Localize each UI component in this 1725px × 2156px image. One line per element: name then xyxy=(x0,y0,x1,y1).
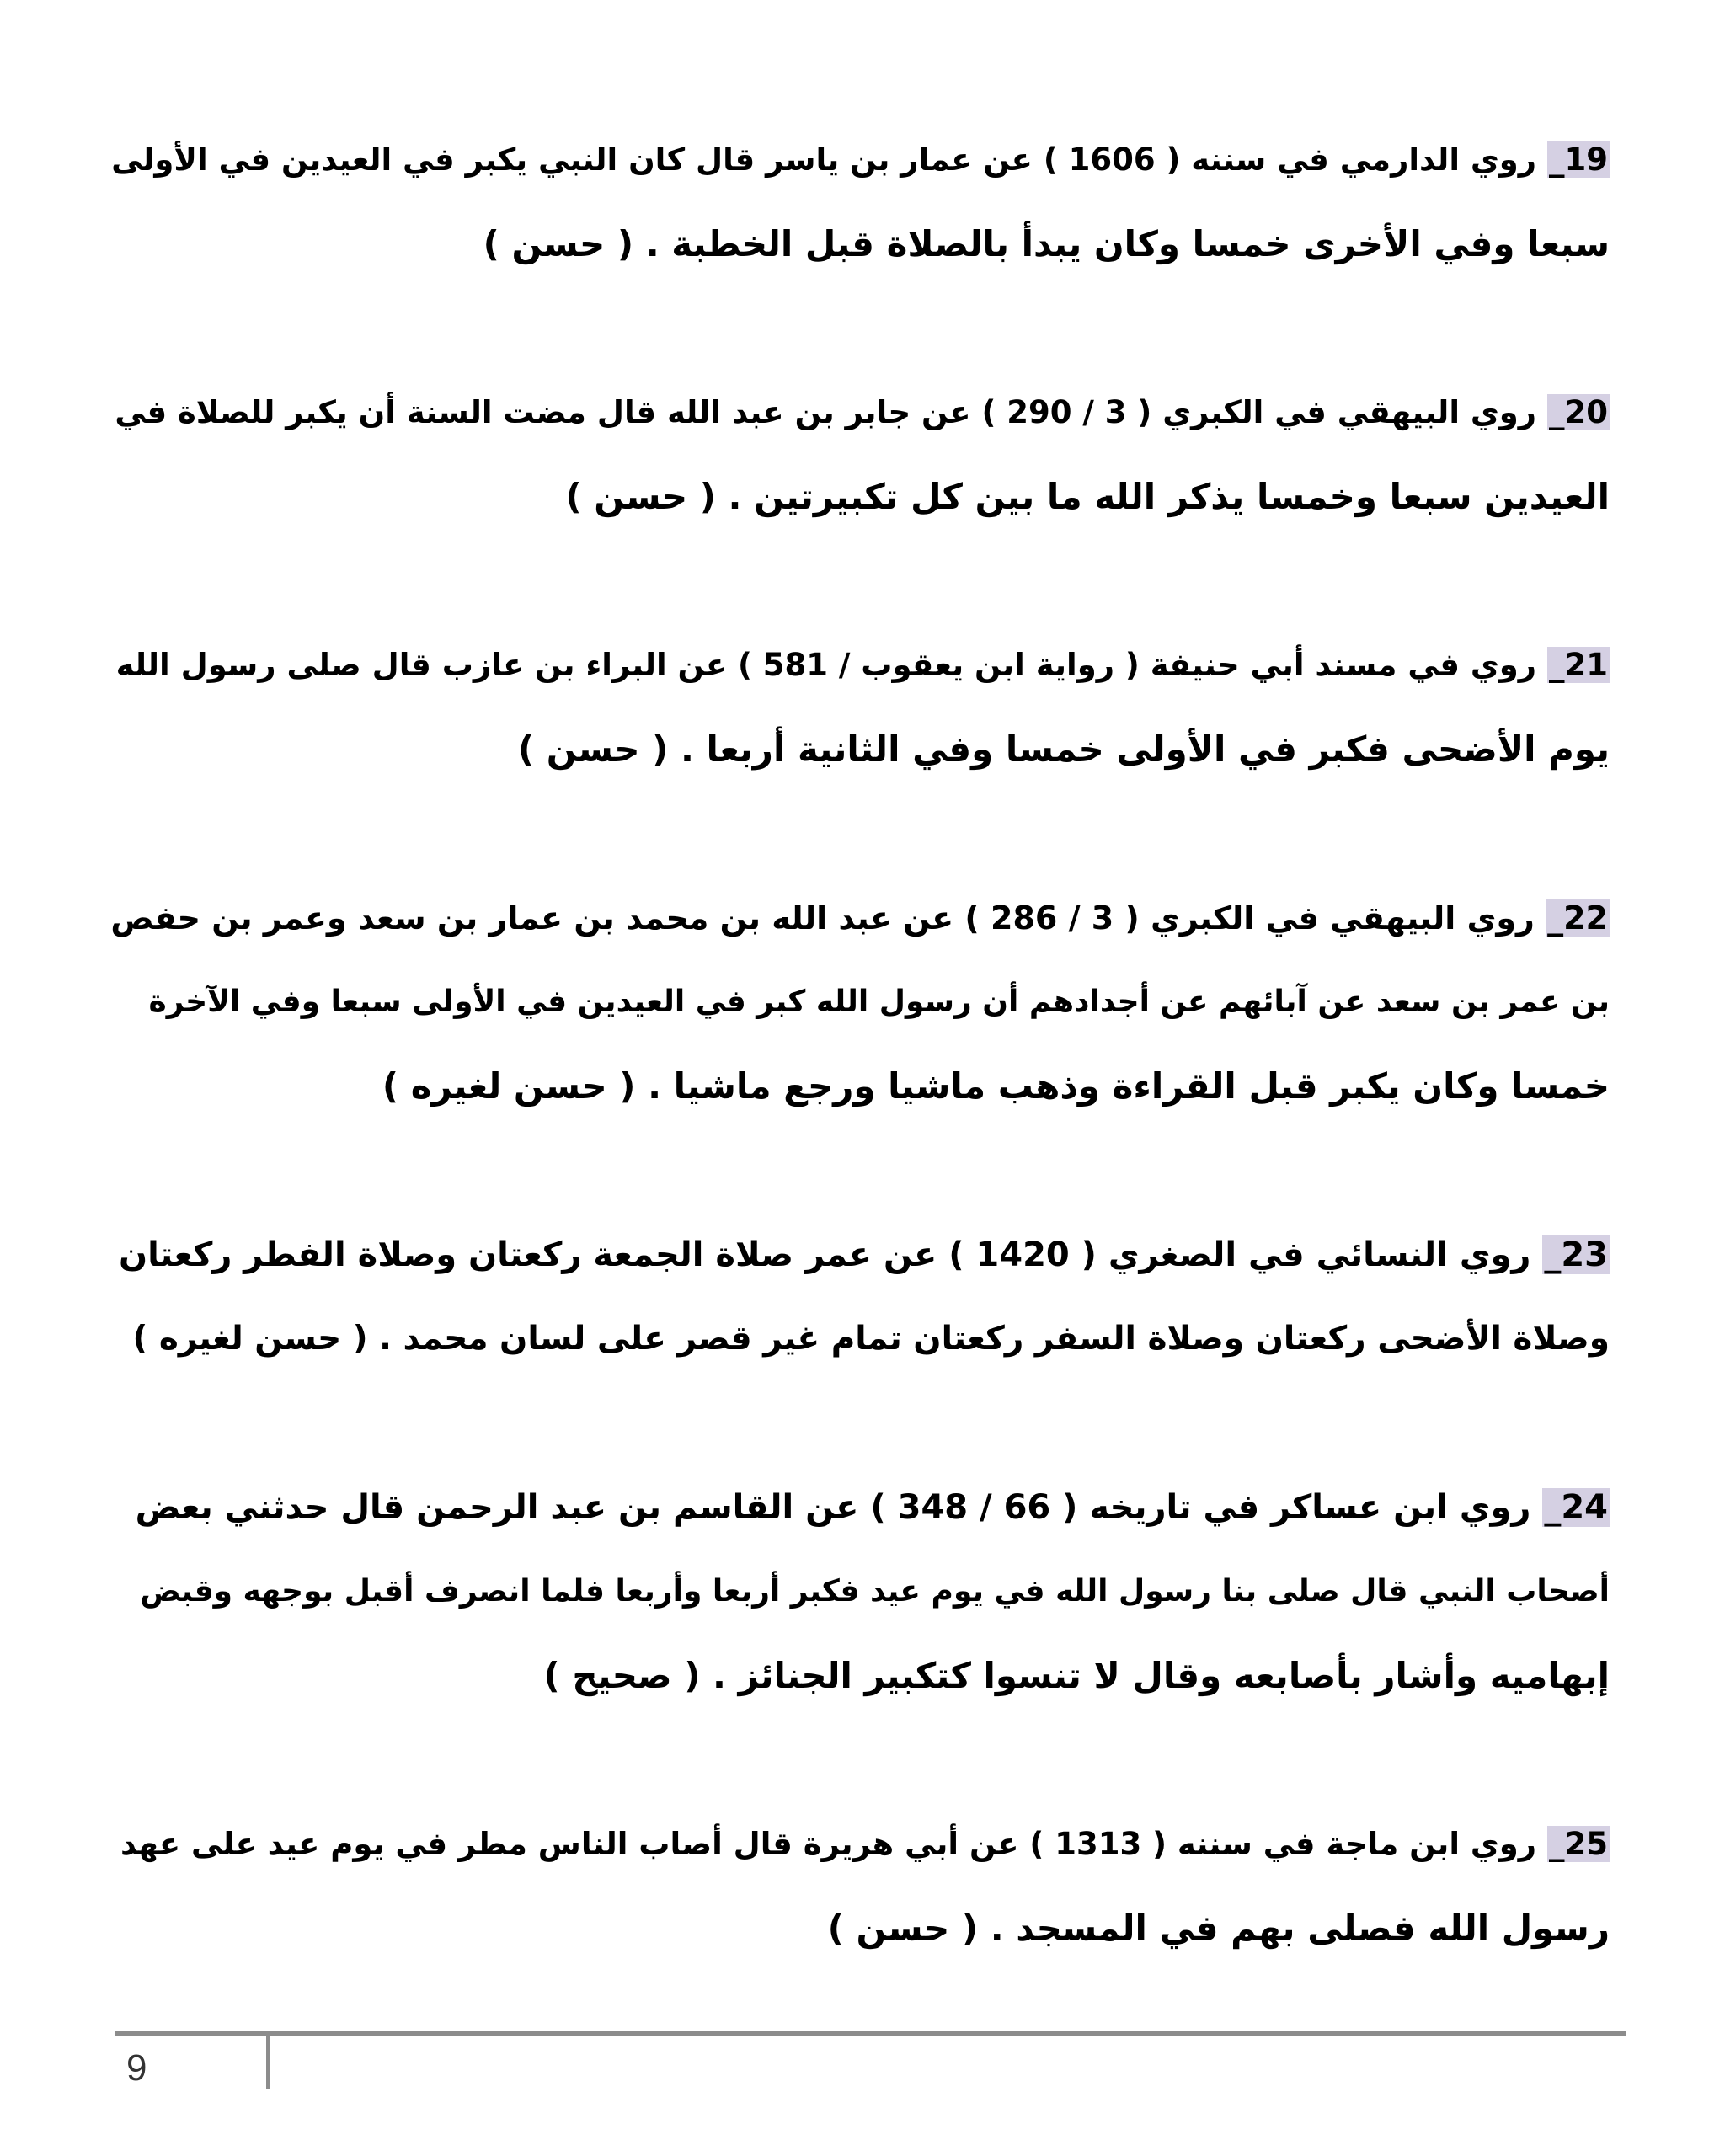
entry-number: 25_ xyxy=(1549,1826,1608,1862)
entry-line: خمسا وكان يكبر قبل القراءة وذهب ماشيا ورجع ماشيا . ( حسن لغيره ) xyxy=(382,1065,1610,1107)
entry-line: يوم الأضحى فكبر في الأولى خمسا وفي الثانية أربعا . ( حسن ) xyxy=(517,728,1610,770)
hadith-entry-20 xyxy=(110,371,1610,539)
hadith-entry-22 xyxy=(110,876,1610,1129)
entry-number: 22_ xyxy=(1547,899,1608,937)
entry-line xyxy=(110,1802,1610,1886)
entry-text: روي البيهقي في الكبري ( 3 / 286 ) عن عبد الله بن محمد بن عمار بن سعد وعمر بن حفص xyxy=(110,899,1535,937)
entry-line xyxy=(110,623,1610,707)
page-number: 9 xyxy=(126,2047,147,2089)
hadith-entry-25 xyxy=(110,1802,1610,1971)
entry-line: العيدين سبعا وخمسا يذكر الله ما بين كل تكبيرتين . ( حسن ) xyxy=(565,476,1610,517)
entry-text: روي ابن عساكر في تاريخه ( 66 / 348 ) عن القاسم بن عبد الرحمن قال حدثني بعض xyxy=(135,1488,1531,1527)
entry-line xyxy=(110,118,1610,202)
entry-text: روي الدارمي في سننه ( 1606 ) عن عمار بن ياسر قال كان النبي يكبر في العيدين في الأولى xyxy=(111,141,1537,178)
entry-line: رسول الله فصلى بهم في المسجد . ( حسن ) xyxy=(827,1908,1610,1949)
footer-tick-divider xyxy=(266,2036,270,2089)
entry-line xyxy=(110,1465,1610,1550)
entry-line xyxy=(110,876,1610,960)
hadith-entry-23 xyxy=(110,1213,1610,1381)
entry-line: بن عمر بن سعد عن آبائهم عن أجدادهم أن رسول الله كبر في العيدين في الأولى سبعا وفي الآخرة xyxy=(148,985,1610,1019)
entry-line: سبعا وفي الأخرى خمسا وكان يبدأ بالصلاة قبل الخطبة . ( حسن ) xyxy=(483,223,1610,264)
entry-line: إبهاميه وأشار بأصابعه وقال لا تنسوا كتكبير الجنائز . ( صحيح ) xyxy=(543,1655,1610,1696)
entry-line: أصحاب النبي قال صلى بنا رسول الله في يوم عيد فكبر أربعا وأربعا فلما انصرف أقبل بوجهه وقبض xyxy=(140,1574,1610,1609)
hadith-entry-24 xyxy=(110,1465,1610,1718)
entry-text: روي النسائي في الصغري ( 1420 ) عن عمر صلاة الجمعة ركعتان وصلاة الفطر ركعتان xyxy=(119,1235,1531,1274)
hadith-entry-19 xyxy=(110,118,1610,286)
entry-number: 23_ xyxy=(1544,1235,1608,1274)
entry-text: روي البيهقي في الكبري ( 3 / 290 ) عن جابر بن عبد الله قال مضت السنة أن يكبر للصلاة في xyxy=(115,394,1537,430)
entry-number: 21_ xyxy=(1549,647,1608,683)
entry-line xyxy=(110,371,1610,455)
entry-number: 20_ xyxy=(1549,394,1608,430)
entry-number: 19_ xyxy=(1549,141,1608,178)
entry-line xyxy=(110,1213,1610,1297)
entry-line: وصلاة الأضحى ركعتان وصلاة السفر ركعتان تمام غير قصر على لسان محمد . ( حسن لغيره ) xyxy=(132,1320,1610,1358)
entry-number: 24_ xyxy=(1544,1488,1608,1527)
footer-divider xyxy=(115,2031,1626,2036)
hadith-entry-21 xyxy=(110,623,1610,792)
entry-text: روي في مسند أبي حنيفة ( رواية ابن يعقوب / 581 ) عن البراء بن عازب قال صلى رسول الله xyxy=(115,647,1537,683)
entry-text: روي ابن ماجة في سننه ( 1313 ) عن أبي هريرة قال أصاب الناس مطر في يوم عيد على عهد xyxy=(120,1826,1537,1862)
